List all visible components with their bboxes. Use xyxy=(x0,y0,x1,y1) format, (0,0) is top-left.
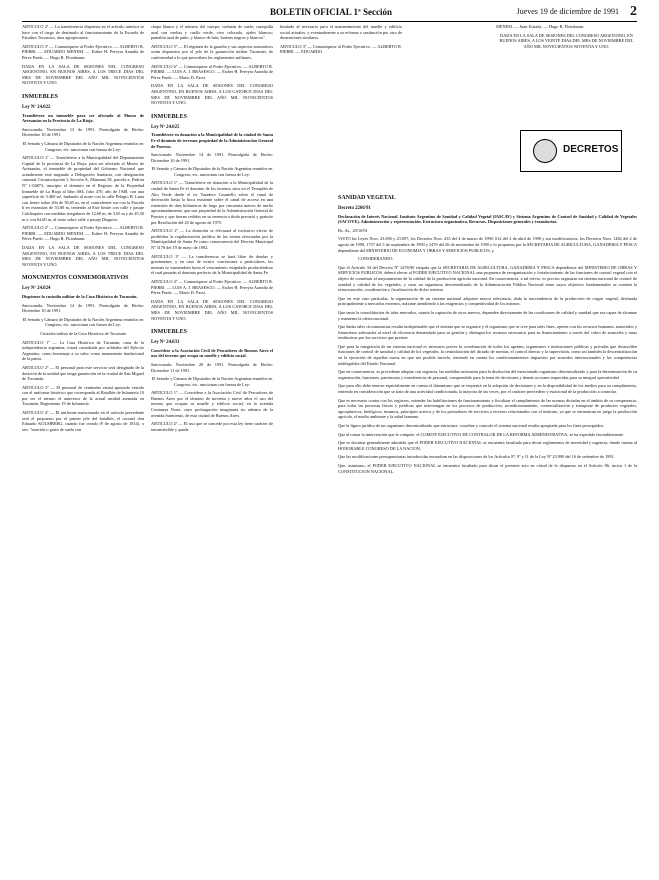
decree-place-date: Bs. As., 29/10/91 xyxy=(338,227,368,233)
law-number: Ley Nº 24.031 xyxy=(151,340,180,346)
decree-number: Decreto 2266/91 xyxy=(338,206,371,211)
national-seal-icon xyxy=(533,139,557,163)
column-3 xyxy=(280,24,402,58)
page-header xyxy=(22,5,637,22)
paragraph: Que en este caso particular, la organización de un sistema nacional adquiere mayor relevancia, dada la trascendencia de la producción de origen vegetal, destinada principalmente a mercados externos, máxime atendiendo a las exigencias y competitividad de los mismos. xyxy=(338,295,637,307)
paragraph: ARTICULO 3º — Comuníquese al Poder Ejecutivo. — ALBERTO R. PIERRI. — EDUARDO MENEM. — Esther H. Pereyra Arandía de Pérez Pardo. — Hugo R. Flombaum. xyxy=(22,43,144,60)
visto: VISTO las Leyes Nros. 23.696 y 23.697, los Decretos Nros. 435 del 4 de marzo de 1990, 612 del 2 de abril de 1990 y sus modificatorios, los Decretos Nros. 1482 del 2 de agosto de 1990, 1757 del 5 de septiembre de 1990 y 2476 del 26 de noviembre de 1990 y lo propuesto por la SECRETARIA DE AGRICULTURA, GANADERIA Y PESCA dependiente del MINISTERIO DE ECONOMIA Y OBRAS Y SERVICIOS PUBLICOS, y xyxy=(338,236,637,253)
section-heading: INMUEBLES xyxy=(22,93,59,100)
column-2 xyxy=(151,24,273,435)
paragraph: Que el Artículo 34 del Decreto Nº 2476/90 estipula que la SECRETARIA DE AGRICULTURA, GANADERIA Y PESCA dependiente del MINISTERIO DE OBRAS Y SERVICIOS PUBLICOS, deberá elevar al PODER EJECUTIVO NACIONAL una propuesta de reorganización y fortalecimiento de las funciones de control vegetal con el objeto de contribuir al mejoramiento de la calidad de la producción agrícola nacional. En consecuencia, a tal efecto, es preciso organizar un sistema nacional de control de sanidad y calidad de los vegetales, y crear un organismo descentralizado de la Administración Pública Nacional entre cuyos objetivos fundamentales se cuenten la estructuración, coordinación y fiscalización de dicho sistema. xyxy=(338,264,637,293)
paragraph: Que para ello debe tenerse especialmente en cuenta el dinamismo que se requerirá en la adopción de decisiones y en la disponibilidad de los medios para su cumplimiento, teniendo en consideración que se trata de una actividad condicionada, la mayoría de las veces, por el carácter perecedero y estacional de la producción a controlar. xyxy=(338,383,637,395)
law-title: Concédese a la Asociación Civil de Pescadores de Buenos Aires el uso del terreno que ocupa su muelle y edificio social. xyxy=(151,347,273,359)
law-number: Ley Nº 24.025 xyxy=(151,124,180,130)
law-title: Transfiérese en donación a la Municipalidad de la ciudad de Santa Fe el dominio de terrenos propiedad de la Administración General de Puertos. xyxy=(151,132,273,149)
article: ARTICULO 3º — El personal de centinelas estará apostado vestido con el uniforme histórico que corresponda al Batallón de Infantería 10 por ser el mismo el antecesor de la actual unidad asentada en Tucumán, Regimiento 19 de Infantería. xyxy=(22,384,144,407)
article: ARTICULO 4º — El uniforme mencionado en el artículo precedente será el propuesto por el primer jefe del batallón, el coronel don Eduardo KOLMBERG, cuando fue creado (9 de agosto de 1814), o sea: "morrión o gorra de suela con xyxy=(22,410,144,432)
section-heading: INMUEBLES xyxy=(151,113,188,120)
paragraph: Que las modificaciones presupuestarias introducidas encuadran en las disposiciones de los Artículos 8º, 9º y 11 de la Ley Nº 23.990 del 16 de setiembre de 1991. xyxy=(338,454,615,460)
article: ARTICULO 4º — Comuníquese al Poder Ejecutivo. — ALBERTO R. PIERRI. — LUIS A. J. BRASESCO. — Esther H. Pereyra Arandía de Pérez Pardo. — Mario D. Fassi. xyxy=(151,278,273,296)
article: ARTICULO 2º — Comuníquese al Poder Ejecutivo. — ALBERTO R. PIERRI. — EDUARDO MENEM. — Esther H. Pereyra Arandía de Pérez Pardo. — Hugo R. Flombaum. xyxy=(22,225,144,242)
sanction-dates: Sancionada: Noviembre 20 de 1991. Promulgada de Hecho: Diciembre 11 de 1991. xyxy=(151,361,273,373)
sanction-dates: Sancionada: Noviembre 14 de 1991. Promulgada de Hecho: Diciembre 10 de 1991. xyxy=(151,152,273,163)
paragraph: Que es necesario contar con los registros, extender las habilitaciones de funcionamiento y fiscalizar el cumplimiento de las normas dictadas en el ámbito de su competencia, para todas las personas físicas y jurídicas que intervengan en los procesos de producción, acondicionamiento, comercialización y transporte de productos vegetales, agroquímicos, biológicos, insumos, principios activos y de los prestadores de servicios a terceros relacionados con el instituto, ya que se encuentran en juego la producción agrícola, el medio ambiente y la salud humana. xyxy=(338,397,637,420)
article: ARTICULO 5º — El régimen de la guardia y sus aspectos normativos serán dispuestos por el jefe de la guarnición militar Tucumán, de conformidad a lo que prescriben los reglamentos militares. xyxy=(151,43,273,60)
paragraph: DADA EN LA SALA DE SESIONES DEL CONGRESO ARGENTINO, EN BUENOS AIRES, A LOS CATORCE DIAS DEL MES DE NOVIEMBRE DEL AÑO MIL NOVECIENTOS NOVENTA Y UNO. xyxy=(151,83,273,106)
paragraph: Que al tomar la intervención que le compete, el COMITE EJECUTIVO DE CONTRALOR DE LA REFORMA ADMINISTRATIVA, se ha expedido favorablemente. xyxy=(338,431,624,437)
sanction-dates: Sancionada: Noviembre 13 de 1991. Promulgada de Hecho: Diciembre 10 de 1991. xyxy=(22,126,144,138)
header-date: Jueves 19 de diciembre de 1991 xyxy=(516,7,619,16)
article: ARTICULO 3º — Comuníquese al Poder Ejecutivo. — ALBERTO R. PIERRI. — EDUARDO xyxy=(280,43,402,55)
decretos-box xyxy=(520,130,622,172)
paragraph: Que la figura jurídica de un organismo descentralizado que estructure, coordine y controle el sistema nacional resulta apropiada para los fines perseguidos. xyxy=(338,423,605,428)
law-title: Transfiérese un inmueble para ser afectado al Museo de Artesanías en la Provincia de La Rioja. xyxy=(22,112,144,124)
column-1 xyxy=(22,24,144,435)
section-heading: MONUMENTOS CONMEMORATIVOS xyxy=(22,275,129,282)
paragraph: Que dadas tales circunstancias resulta indispensable que el sistema que se organice y el organismo que se cree para tales fines, operen con los recursos humanos, materiales y financieros adecuados al nivel de eficiencia demandado para su gestión y obtengan los recursos necesarios para su financiamiento a través del cobro de aranceles y tasas retributivas por los servicios que presten. xyxy=(338,324,637,341)
decree-section xyxy=(338,195,637,477)
decretos-label: DECRETOS xyxy=(563,144,619,155)
paragraph: MENEM. — Juan Estrada. — Hugo R. Flombaum. xyxy=(496,24,585,29)
section-heading: INMUEBLES xyxy=(151,329,188,336)
paragraph: Que es doctrina generalmente admitida que el PODER EJECUTIVO NACIONAL se encuentra facultado para dictar reglamentos de necesidad y urgencia, dando cuenta al HONORABLE CONGRESO DE LA NACION. xyxy=(338,440,637,451)
sanction-dates: Sancionada: Noviembre 14 de 1991. Promulgada de Hecho: Diciembre 10 de 1991. xyxy=(22,302,144,314)
considerando: CONSIDERANDO: xyxy=(358,256,394,262)
senate-formula: El Senado y Cámara de Diputados de la Nación Argentina reunidos en Congreso, etc. sancionan con fuerza de Ley: xyxy=(151,376,273,387)
paragraph: Que para la integración de un sistema nacional es necesario prever la coordinación de todos los agentes, organismos e instituciones públicas y privadas que desarrollen funciones de control de sanidad y calidad de los vegetales, la centralización del dictado de normas, el control directo y la supervisión, como así también la descentralización en la ejecución de aquellas tareas en que sea posible hacerlo, teniendo en cuenta los condicionamientos impuestos por acuerdos internacionales y las competencias indelegables del Estado Nacional. xyxy=(338,343,637,366)
paragraph: limitado al necesario para el mantenimiento del muelle y edificio social actuales, y eventualmente a su reforma o sustitución por otro de dimensiones similares. xyxy=(280,24,402,41)
senate-formula: El Senado y Cámara de Diputados de la Nación Argentina reunidos en Congreso, etc. sancionan con fuerza de Ley: xyxy=(151,166,273,177)
article: ARTICULO 2º — El personal para este servicio será designado de la dotación de la unidad que tenga guarnición en la ciudad de San Miguel de Tucumán. xyxy=(22,364,144,382)
header-title: BOLETIN OFICIAL 1ª Sección xyxy=(270,7,392,17)
paragraph: DADA EN LA SALA DE SESIONES DEL CONGRESO ARGENTINO, EN BUENOS AIRES, A LOS TRECE DIAS DEL MES DE NOVIEMBRE DEL AÑO MIL NOVECIENTOS NOVENTA Y UNO. xyxy=(22,63,144,86)
article: ARTICULO 2º — La donación se efectuará al exclusivo efecto de posibilitar la regularización jurídica de las ventas efectuadas por la Municipalidad de Santa Fe como consecuencia del Decreto Municipal Nº 3178 del 19 de mayo de 1982. xyxy=(151,228,273,250)
paragraph: ARTICULO 2º — La transferencia dispuesta en el artículo anterior se hace con el cargo de destinarlo al funcionamiento de la Escuela de Estudios Terciarios, área agropecuaria. xyxy=(22,24,144,41)
paragraph: Que en consecuencia, es procedente adoptar con urgencia, las medidas necesarias para la disolución del mencionado organismo descentralizado y para la determinación de su organización, funciones, patrimonio y transferencia de personal, comprendido para la toma de decisiones y demás acciones requeridas para su integral operatividad. xyxy=(338,369,637,380)
article: ARTICULO 1º — Transfiérese en donación a la Municipalidad de la ciudad de Santa Fe el dominio de los terrenos sitos en el Terraplén de Alto Verde desde el ex Varadero Casanello sobre el canal de derivación hasta la boca existente sobre el canal de acceso en una extensión de diez kilómetros de largo por cincuenta metros de ancho aproximadamente, que son propiedad de la Administración General de Puertos y que fueran cedidos en su tenencia a título precario y gratuito por Resolución del 20 de agosto de 1975. xyxy=(151,180,273,225)
article: ARTICULO 1º — Concédese a la Asociación Civil de Pescadores de Buenos Aires por el término de noventa y nueve años el uso del terreno que ocupan su muelle y edificio social, en la avenida Costanera Norte, cuyo prolongación imaginaria rio adentro de la avenida Sarmiento, de esta ciudad de Buenos Aires. xyxy=(151,390,273,418)
article: ARTICULO 3º — La transferencia se hará libre de deudas y gravámenes, y en caso de existir concesiones a particulares, las mismas se mantendrán hasta el vencimiento estipulado produciéndose el cual pasarán al dominio perfecto de la Municipalidad de Santa Fe. xyxy=(151,253,273,276)
paragraph: Que tanto la consolidación de tales mercados, cuanto la captación de otros nuevos, dependen directamente de las condiciones de calidad y sanidad que sea capaz de alcanzar y mantener la oferta nacional. xyxy=(338,309,637,321)
decree-title: Declaración de Interés Nacional. Instituto Argentino de Sanidad y Calidad Vegetal (IASCAV) y Sistema Argentino de Control de Sanidad y Calidad de Vegetales (SACOVE). Administración y representación. Estructura organizativa. Recursos. Disposiciones generales y transitorias. xyxy=(338,213,637,225)
paragraph: chapa blanca y el número del cuerpo; corbatín de suela; casaquilla azul con vueltas y cuello verde, vivo colorado, ojales blancos; pantalón azul de paño, y blanco de brin, botines negros y blancos". xyxy=(151,24,273,41)
subheading: Custodia militar de la Casa Histórica de Tucumán xyxy=(40,330,126,336)
article: ARTICULO 2º — El uso que se concede por esta ley tiene carácter de intransferible y queda xyxy=(151,421,273,432)
article: ARTICULO 1º — Transfiérese a la Municipalidad del Departamento Capital de la provincia de La Rioja, para ser afectado al Museo de Artesanías, el inmueble de propiedad del Gobierno Nacional que actualmente está asignado a Delegación Sanitaria, con designación catastral Circunscripción I, Sección A, Manzana 58, parcela a, Padrón Nº 1-04873, inscripto el dominio en el Registro de la Propiedad Inmueble de La Rioja al libro 684, folio 470, año de 1948, con una superficie de 3.469 m², lindando al norte con la calle Pelagio B. Luna con frente sobre ella de 56,65 m, en el contrafrente sur con la Parcela b en extensión de 53,80 m, teniendo al Este límite con calle y pasaje Calchaquíes con medidas irregulares de 12,60 m, de 3,65 m y de 45,50 m y con 62,60 m, al oeste sobre calle o pasaje Díaguita. xyxy=(22,155,144,222)
article: ARTICULO 6º — Comuníquese al Poder Ejecutivo. — ALBERTO R. PIERRI. — LUIS A. J. BRASESCO. — Esther H. Pereyra Arandía de Pérez Pardo. — Mario D. Fassi. xyxy=(151,63,273,80)
law-title: Dispónese la custodia militar de la Casa Histórica de Tucumán. xyxy=(22,293,138,299)
senate-formula: El Senado y Cámara de Diputados de la Nación Argentina reunidos en Congreso, etc. sancionan con fuerza de Ley: xyxy=(22,140,144,152)
article: ARTICULO 1º — La Casa Histórica de Tucumán, cuna de la independencia argentina, estará custodiada por soldados del Ejército Argentino, como homenaje a su valor como monumento fundacional de la patria. xyxy=(22,339,144,362)
column-4 xyxy=(496,24,637,52)
paragraph: DADA EN LA SALA DE SESIONES DEL CONGRESO ARGENTINO, EN BUENOS AIRES, A LOS VEINTE DIAS DEL MES DE NOVIEMBRE DEL AÑO MIL NOVECIENTOS NOVENTA Y UNO. xyxy=(499,32,634,49)
law-number: Ley Nº 24.024 xyxy=(22,286,51,292)
page-number: 2 xyxy=(630,4,637,19)
senate-formula: El Senado y Cámara de Diputados de la Nación Argentina reunidos en Congreso, etc. sancionan con fuerza de Ley: xyxy=(22,316,144,328)
section-heading: SANIDAD VEGETAL xyxy=(338,195,396,201)
paragraph: Que, asimismo, el PODER EJECUTIVO NACIONAL se encuentra facultado para dictar el presente acto en virtud de lo dispuesto en el Artículo 86, inciso 1 de la CONSTITUCION NACIONAL. xyxy=(338,462,637,474)
law-number: Ley Nº 24.022 xyxy=(22,104,51,110)
paragraph: DADA EN LA SALA DE SESIONES DEL CONGRESO ARGENTINO, EN BUENOS AIRES, A LOS CATORCE DIAS DEL MES DE NOVIEMBRE DEL AÑO MIL NOVECIENTOS NOVENTA Y UNO. xyxy=(151,298,273,321)
paragraph: DADA EN LA SALA DE SESIONES DEL CONGRESO ARGENTINO, EN BUENOS AIRES, A LOS TRECE DIAS DEL MES DE NOVIEMBRE DEL AÑO MIL NOVECIENTOS NOVENTA Y UNO. xyxy=(22,245,144,267)
